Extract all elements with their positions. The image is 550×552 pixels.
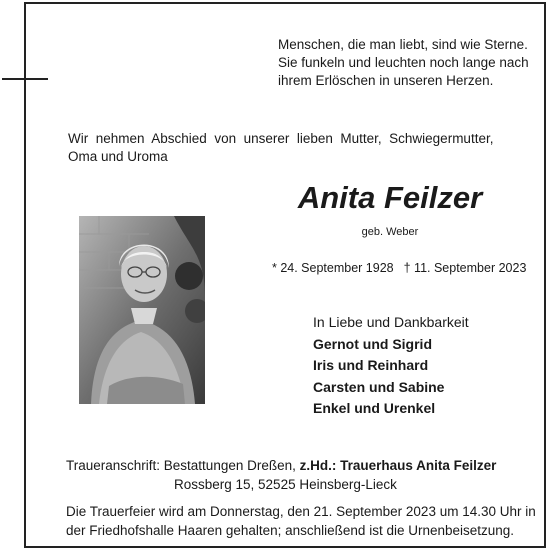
funeral-info-line: Die Trauerfeier wird am Donnerstag, den 21. September 2023 um 14.30 Uhr in bbox=[66, 504, 536, 519]
cross-icon-bar bbox=[2, 78, 48, 80]
mourner-name: Iris und Reinhard bbox=[313, 357, 429, 373]
quote-line: Sie funkeln und leuchten noch lange nach bbox=[278, 55, 529, 70]
mourning-address bbox=[66, 457, 496, 475]
deceased-name: Anita Feilzer bbox=[297, 180, 483, 215]
mourner-name: Gernot und Sigrid bbox=[313, 335, 432, 352]
memorial-quote bbox=[278, 36, 529, 90]
quote-line: ihrem Erlöschen in unseren Herzen. bbox=[278, 73, 494, 88]
intro-line: Wir nehmen Abschied von unserer lieben Mutter, Schwiegermutter, bbox=[68, 131, 494, 146]
mourner-name: Carsten und Sabine bbox=[313, 378, 445, 395]
address-street: Rossberg 15, 52525 Heinsberg-Lieck bbox=[174, 477, 397, 492]
death-date: † 11. September 2023 bbox=[403, 261, 527, 275]
intro-line: Oma und Uroma bbox=[68, 149, 168, 164]
cross-icon bbox=[24, 54, 26, 118]
birth-date: * 24. September 1928 bbox=[272, 261, 394, 275]
funeral-info-line: der Friedhofshalle Haaren gehalten; anschließend ist die Urnenbeisetzung. bbox=[66, 523, 515, 538]
address-prefix: Traueranschrift: Bestattungen Dreßen, bbox=[66, 458, 300, 473]
quote-line: Menschen, die man liebt, sind wie Sterne. bbox=[278, 37, 528, 52]
mourners-intro: In Liebe und Dankbarkeit bbox=[313, 314, 469, 330]
address-attention: z.Hd.: Trauerhaus Anita Feilzer bbox=[299, 458, 497, 473]
farewell-intro bbox=[68, 130, 493, 166]
portrait-photo bbox=[79, 216, 205, 404]
life-dates bbox=[272, 259, 526, 277]
maiden-name: geb. Weber bbox=[361, 226, 419, 238]
mourner-name: Enkel und Urenkel bbox=[313, 400, 436, 416]
mourners-list bbox=[313, 312, 469, 420]
